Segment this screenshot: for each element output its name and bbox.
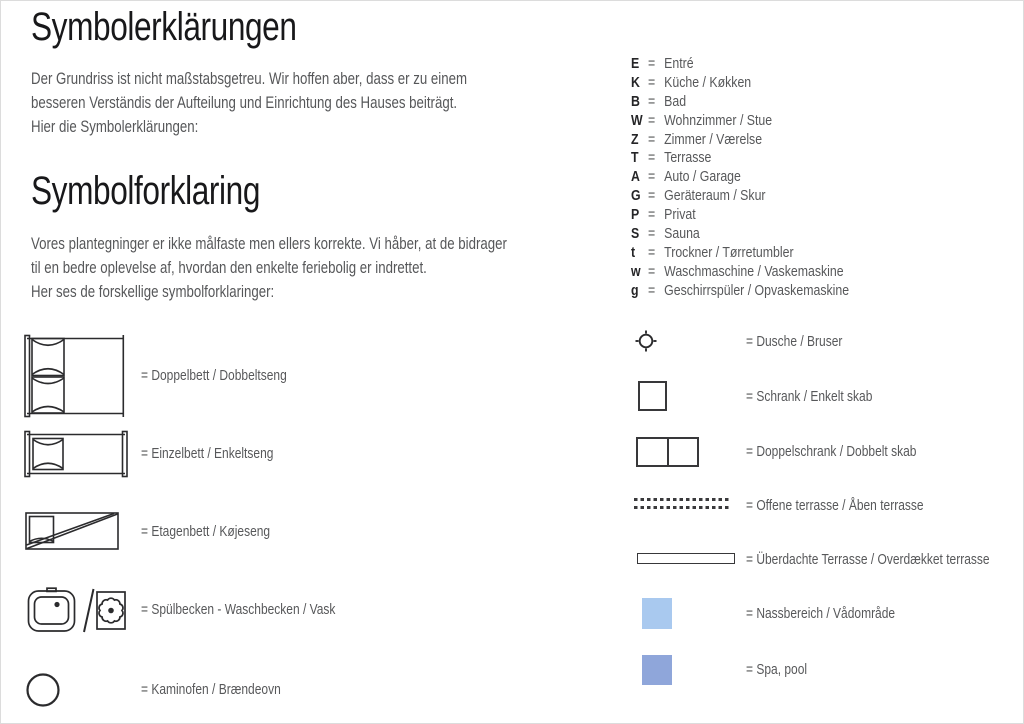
bunk-bed-label: = Etagenbett / Køjeseng [141,523,271,540]
abbr-meaning: Sauna [664,226,700,243]
equals-sign: = [648,207,656,224]
equals-sign: = [648,131,656,148]
danish-intro-line3: Her ses de forskellige symbolforklaringer: [31,282,275,301]
german-intro-line1: Der Grundriss ist nicht maßstabsgetreu. Wir hoffen aber, dass er zu einem [31,69,468,88]
equals-sign: = [648,56,656,72]
double-bed-icon [23,335,127,417]
abbr-row-T [631,149,849,168]
wet-area-icon [642,598,672,629]
equals-sign: = [648,169,656,186]
single-bed-label: = Einzelbett / Enkeltseng [141,445,274,462]
sink-icon [27,587,127,634]
shower-icon [635,330,657,352]
single-bed-icon [23,431,129,477]
sink-label: = Spülbecken - Waschbecken / Vask [141,601,336,618]
abbr-row-t [631,244,849,263]
abbr-row-P [631,206,849,225]
abbr-meaning: Zimmer / Værelse [664,131,763,148]
german-title: Symbolerklärungen [31,5,297,49]
abbr-meaning: Geschirrspüler / Opvaskemaskine [664,282,850,299]
danish-intro [31,232,507,304]
abbr-meaning: Wohnzimmer / Stue [664,112,773,129]
spa-pool-label: = Spa, pool [746,661,808,678]
abbr-meaning: Waschmaschine / Vaskemaskine [664,263,844,280]
equals-sign: = [648,226,656,243]
abbr-letter: Z [631,131,639,148]
dashed-line [634,506,731,509]
abbr-letter: T [631,150,639,167]
abbr-meaning: Geräteraum / Skur [664,188,766,205]
equals-sign: = [648,244,656,261]
abbr-letter: g [631,282,639,299]
equals-sign: = [648,93,656,110]
shower-label: = Dusche / Bruser [746,333,843,350]
equals-sign: = [648,112,656,129]
abbr-row-w [631,263,849,282]
abbr-letter: w [631,263,641,280]
double-closet-icon [636,437,699,467]
abbr-meaning: Entré [664,56,694,72]
equals-sign: = [648,74,656,91]
double-bed-label: = Doppelbett / Dobbeltseng [141,367,287,384]
open-terrace-icon [634,498,731,514]
abbr-row-B [631,93,849,112]
equals-sign: = [648,263,656,280]
wet-area-label: = Nassbereich / Vådområde [746,605,896,622]
dashed-line [634,498,731,501]
open-terrace-label: = Offene terrasse / Åben terrasse [746,497,924,514]
equals-sign: = [648,188,656,205]
covered-terrace-label: = Überdachte Terrasse / Overdækket terrasse [746,551,990,568]
abbr-row-W [631,112,849,131]
abbr-meaning: Küche / Køkken [664,74,752,91]
spa-pool-icon [642,655,672,685]
abbr-row-A [631,168,849,187]
abbr-meaning: Bad [664,93,687,110]
double-closet-label: = Doppelschrank / Dobbelt skab [746,443,917,460]
abbr-letter: P [631,207,640,224]
equals-sign: = [648,282,656,299]
abbr-meaning: Privat [664,207,696,224]
abbr-letter: W [631,112,643,129]
danish-title: Symbolforklaring [31,169,261,213]
closet-cell [638,439,669,465]
abbr-meaning: Trockner / Tørretumbler [664,244,794,261]
german-intro-line3: Hier die Symbolerklärungen: [31,117,199,136]
wood-stove-label: = Kaminofen / Brændeovn [141,681,281,698]
german-intro [31,67,467,139]
covered-terrace-icon [637,553,735,564]
abbr-letter: S [631,226,640,243]
abbreviation-list [631,55,888,301]
abbr-row-Z [631,131,849,150]
single-closet-label: = Schrank / Enkelt skab [746,388,873,405]
danish-intro-line1: Vores plantegninger er ikke målfaste men ellers korrekte. Vi håber, at de bidrager [31,234,507,253]
german-intro-line2: besseren Verständis der Aufteilung und Einrichtung des Hauses beiträgt. [31,93,458,112]
abbr-letter: G [631,188,641,205]
abbr-meaning: Auto / Garage [664,169,741,186]
abbr-row-g [631,282,849,301]
abbr-letter: K [631,74,640,91]
equals-sign: = [648,150,656,167]
abbr-meaning: Terrasse [664,150,712,167]
wood-stove-icon [25,672,61,708]
abbr-row-S [631,225,849,244]
danish-intro-line2: til en bedre oplevelse af, hvordan den enkelte feriebolig er indrettet. [31,258,427,277]
abbr-letter: A [631,169,640,186]
closet-cell [669,439,698,465]
abbr-letter: t [631,244,636,261]
abbr-row-G [631,187,849,206]
bunk-bed-icon [25,512,119,550]
single-closet-icon [638,381,667,411]
abbr-row-K [631,74,849,93]
abbr-letter: E [631,56,640,72]
abbr-letter: B [631,93,640,110]
abbr-row-E [631,55,849,74]
